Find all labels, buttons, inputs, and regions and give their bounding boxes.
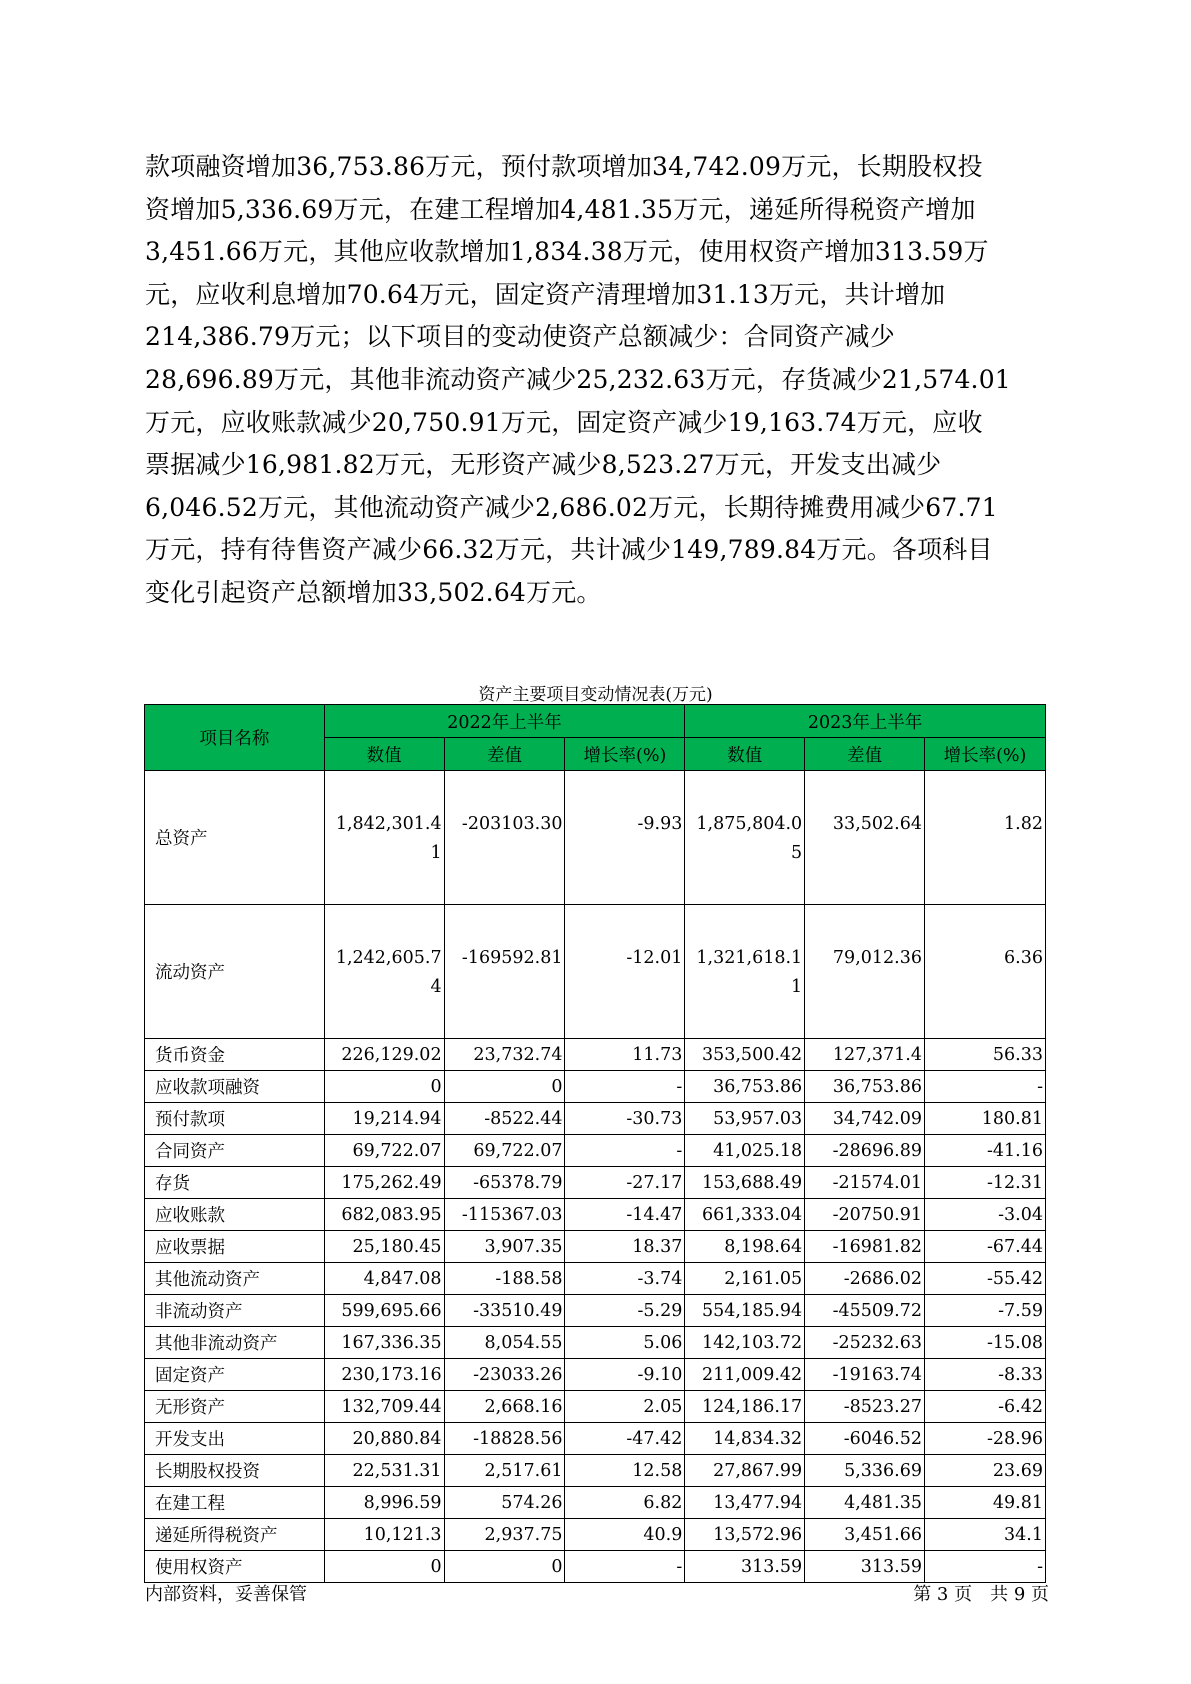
cell-diff-2023: -8523.27	[805, 1391, 925, 1423]
cell-diff-2022: -23033.26	[444, 1359, 565, 1391]
cell-rate-2023: -7.59	[925, 1295, 1046, 1327]
paragraph-line: 6,046.52万元，其他流动资产减少2,686.02万元，长期待摊费用减少67.71	[145, 492, 998, 522]
paragraph-line: 3,451.66万元，其他应收款增加1,834.38万元，使用权资产增加313.59万	[145, 237, 989, 267]
cell-rate-2022: 5.06	[565, 1327, 685, 1359]
cell-diff-2023: -16981.82	[805, 1231, 925, 1263]
cell-diff-2022: 8,054.55	[444, 1327, 565, 1359]
cell-value-2023: 153,688.49	[685, 1167, 805, 1199]
cell-value-2023: 1,321,618.11	[685, 905, 805, 1039]
cell-value-2023: 13,477.94	[685, 1487, 805, 1519]
cell-rate-2023: 49.81	[925, 1487, 1046, 1519]
cell-rate-2022: -27.17	[565, 1167, 685, 1199]
cell-diff-2023: -2686.02	[805, 1263, 925, 1295]
row-item-name: 长期股权投资	[145, 1455, 325, 1487]
table-row	[145, 1551, 1046, 1583]
cell-diff-2022: -115367.03	[444, 1199, 565, 1231]
cell-diff-2023: 36,753.86	[805, 1071, 925, 1103]
cell-diff-2023: 5,336.69	[805, 1455, 925, 1487]
table-caption: 资产主要项目变动情况表(万元)	[478, 685, 713, 705]
paragraph-line: 28,696.89万元，其他非流动资产减少25,232.63万元，存货减少21,574.01	[145, 364, 1011, 394]
table-row	[145, 1423, 1046, 1455]
cell-rate-2023: 6.36	[925, 905, 1046, 1039]
cell-value-2022: 0	[324, 1551, 444, 1583]
cell-value-2022: 19,214.94	[324, 1103, 444, 1135]
cell-value-2023: 13,572.96	[685, 1519, 805, 1551]
cell-diff-2022: -8522.44	[444, 1103, 565, 1135]
cell-rate-2023: -	[925, 1551, 1046, 1583]
row-item-name: 预付款项	[145, 1103, 325, 1135]
cell-diff-2023: 3,451.66	[805, 1519, 925, 1551]
cell-rate-2022: -30.73	[565, 1103, 685, 1135]
cell-diff-2022: 69,722.07	[444, 1135, 565, 1167]
row-item-name: 在建工程	[145, 1487, 325, 1519]
cell-rate-2023: 1.82	[925, 771, 1046, 905]
paragraph-line: 变化引起资产总额增加33,502.64万元。	[145, 577, 602, 607]
asset-change-table	[144, 704, 1046, 1583]
cell-rate-2023: -67.44	[925, 1231, 1046, 1263]
cell-rate-2022: 18.37	[565, 1231, 685, 1263]
cell-diff-2023: -6046.52	[805, 1423, 925, 1455]
cell-value-2023: 53,957.03	[685, 1103, 805, 1135]
row-item-name: 存货	[145, 1167, 325, 1199]
cell-value-2022: 10,121.3	[324, 1519, 444, 1551]
row-item-name: 应收账款	[145, 1199, 325, 1231]
header-value: 数值	[685, 738, 805, 771]
row-item-name: 货币资金	[145, 1039, 325, 1071]
row-item-name: 开发支出	[145, 1423, 325, 1455]
header-value: 数值	[324, 738, 444, 771]
cell-rate-2022: 2.05	[565, 1391, 685, 1423]
paragraph-line: 票据减少16,981.82万元，无形资产减少8,523.27万元，开发支出减少	[145, 450, 942, 480]
cell-rate-2022: -9.10	[565, 1359, 685, 1391]
row-item-name: 其他流动资产	[145, 1263, 325, 1295]
cell-rate-2023: -8.33	[925, 1359, 1046, 1391]
header-rate: 增长率(%)	[925, 738, 1046, 771]
cell-value-2022: 69,722.07	[324, 1135, 444, 1167]
cell-value-2022: 22,531.31	[324, 1455, 444, 1487]
table-row	[145, 1391, 1046, 1423]
paragraph-line: 资增加5,336.69万元，在建工程增加4,481.35万元，递延所得税资产增加	[145, 194, 976, 224]
cell-rate-2023: -3.04	[925, 1199, 1046, 1231]
cell-diff-2023: -28696.89	[805, 1135, 925, 1167]
cell-diff-2023: -25232.63	[805, 1327, 925, 1359]
cell-value-2023: 554,185.94	[685, 1295, 805, 1327]
cell-diff-2023: -45509.72	[805, 1295, 925, 1327]
paragraph-line: 214,386.79万元；以下项目的变动使资产总额减少：合同资产减少	[145, 322, 895, 352]
row-item-name: 应收款项融资	[145, 1071, 325, 1103]
cell-value-2022: 8,996.59	[324, 1487, 444, 1519]
header-period-2022: 2022年上半年	[324, 705, 685, 738]
table-row	[145, 1167, 1046, 1199]
table-row	[145, 1487, 1046, 1519]
cell-value-2023: 1,875,804.05	[685, 771, 805, 905]
cell-diff-2022: 3,907.35	[444, 1231, 565, 1263]
cell-rate-2023: -28.96	[925, 1423, 1046, 1455]
cell-value-2023: 661,333.04	[685, 1199, 805, 1231]
cell-value-2022: 1,842,301.41	[324, 771, 444, 905]
cell-diff-2022: 2,937.75	[444, 1519, 565, 1551]
cell-rate-2022: 40.9	[565, 1519, 685, 1551]
cell-diff-2023: 79,012.36	[805, 905, 925, 1039]
table-row	[145, 1071, 1046, 1103]
table-row	[145, 905, 1046, 1039]
table-row	[145, 1455, 1046, 1487]
cell-rate-2022: -	[565, 1135, 685, 1167]
cell-rate-2022: -12.01	[565, 905, 685, 1039]
cell-value-2023: 124,186.17	[685, 1391, 805, 1423]
paragraph-line: 万元，持有待售资产减少66.32万元，共计减少149,789.84万元。各项科目	[145, 535, 993, 565]
cell-diff-2022: 0	[444, 1551, 565, 1583]
cell-diff-2022: -169592.81	[444, 905, 565, 1039]
cell-rate-2022: 12.58	[565, 1455, 685, 1487]
table-row	[145, 1519, 1046, 1551]
cell-rate-2022: 6.82	[565, 1487, 685, 1519]
cell-diff-2022: -203103.30	[444, 771, 565, 905]
cell-value-2023: 36,753.86	[685, 1071, 805, 1103]
cell-value-2022: 0	[324, 1071, 444, 1103]
cell-diff-2023: -21574.01	[805, 1167, 925, 1199]
cell-value-2023: 211,009.42	[685, 1359, 805, 1391]
cell-diff-2023: 34,742.09	[805, 1103, 925, 1135]
cell-diff-2022: -188.58	[444, 1263, 565, 1295]
paragraph-line: 元，应收利息增加70.64万元，固定资产清理增加31.13万元，共计增加	[145, 279, 946, 309]
cell-value-2022: 4,847.08	[324, 1263, 444, 1295]
cell-rate-2022: -	[565, 1071, 685, 1103]
cell-value-2023: 2,161.05	[685, 1263, 805, 1295]
cell-rate-2022: -5.29	[565, 1295, 685, 1327]
cell-diff-2023: 33,502.64	[805, 771, 925, 905]
cell-diff-2023: 127,371.4	[805, 1039, 925, 1071]
cell-diff-2023: 4,481.35	[805, 1487, 925, 1519]
row-item-name: 非流动资产	[145, 1295, 325, 1327]
cell-value-2022: 230,173.16	[324, 1359, 444, 1391]
table-row	[145, 1295, 1046, 1327]
paragraph-line: 款项融资增加36,753.86万元，预付款项增加34,742.09万元，长期股权投	[145, 152, 983, 181]
cell-rate-2022: -3.74	[565, 1263, 685, 1295]
cell-rate-2022: -47.42	[565, 1423, 685, 1455]
cell-diff-2022: 2,668.16	[444, 1391, 565, 1423]
table-row	[145, 1135, 1046, 1167]
cell-value-2023: 353,500.42	[685, 1039, 805, 1071]
table-row	[145, 1231, 1046, 1263]
cell-value-2022: 25,180.45	[324, 1231, 444, 1263]
table-row	[145, 1103, 1046, 1135]
cell-value-2022: 226,129.02	[324, 1039, 444, 1071]
cell-value-2023: 142,103.72	[685, 1327, 805, 1359]
table-row	[145, 771, 1046, 905]
cell-rate-2023: 23.69	[925, 1455, 1046, 1487]
cell-rate-2023: 34.1	[925, 1519, 1046, 1551]
table-row	[145, 1359, 1046, 1391]
cell-rate-2023: -6.42	[925, 1391, 1046, 1423]
cell-rate-2023: -55.42	[925, 1263, 1046, 1295]
cell-diff-2023: -19163.74	[805, 1359, 925, 1391]
cell-rate-2023: 56.33	[925, 1039, 1046, 1071]
header-period-2023: 2023年上半年	[685, 705, 1046, 738]
cell-rate-2023: -41.16	[925, 1135, 1046, 1167]
cell-rate-2022: 11.73	[565, 1039, 685, 1071]
cell-value-2022: 132,709.44	[324, 1391, 444, 1423]
cell-value-2023: 313.59	[685, 1551, 805, 1583]
cell-value-2022: 1,242,605.74	[324, 905, 444, 1039]
cell-value-2022: 682,083.95	[324, 1199, 444, 1231]
cell-diff-2022: -18828.56	[444, 1423, 565, 1455]
footer-confidential-note: 内部资料，妥善保管	[145, 1584, 307, 1605]
footer-page-number: 第 3 页 共 9 页	[913, 1584, 1049, 1605]
cell-value-2022: 175,262.49	[324, 1167, 444, 1199]
cell-diff-2022: 2,517.61	[444, 1455, 565, 1487]
cell-value-2022: 167,336.35	[324, 1327, 444, 1359]
row-item-name: 应收票据	[145, 1231, 325, 1263]
cell-diff-2022: 0	[444, 1071, 565, 1103]
cell-diff-2022: -33510.49	[444, 1295, 565, 1327]
header-diff: 差值	[805, 738, 925, 771]
header-item-name: 项目名称	[145, 705, 325, 771]
table-row	[145, 1039, 1046, 1071]
row-item-name: 固定资产	[145, 1359, 325, 1391]
cell-diff-2022: 574.26	[444, 1487, 565, 1519]
row-item-name: 总资产	[145, 771, 325, 905]
table-row	[145, 1199, 1046, 1231]
table-row	[145, 1263, 1046, 1295]
cell-rate-2022: -9.93	[565, 771, 685, 905]
cell-value-2023: 41,025.18	[685, 1135, 805, 1167]
header-diff: 差值	[444, 738, 565, 771]
row-item-name: 使用权资产	[145, 1551, 325, 1583]
row-item-name: 合同资产	[145, 1135, 325, 1167]
cell-value-2022: 599,695.66	[324, 1295, 444, 1327]
row-item-name: 其他非流动资产	[145, 1327, 325, 1359]
row-item-name: 递延所得税资产	[145, 1519, 325, 1551]
header-rate: 增长率(%)	[565, 738, 685, 771]
cell-value-2023: 27,867.99	[685, 1455, 805, 1487]
cell-value-2023: 8,198.64	[685, 1231, 805, 1263]
cell-rate-2022: -	[565, 1551, 685, 1583]
cell-rate-2023: 180.81	[925, 1103, 1046, 1135]
row-item-name: 无形资产	[145, 1391, 325, 1423]
cell-value-2022: 20,880.84	[324, 1423, 444, 1455]
paragraph-line: 万元，应收账款减少20,750.91万元，固定资产减少19,163.74万元，应收	[145, 407, 983, 437]
body-paragraph	[145, 146, 1045, 615]
cell-rate-2023: -	[925, 1071, 1046, 1103]
cell-rate-2022: -14.47	[565, 1199, 685, 1231]
table-row	[145, 1327, 1046, 1359]
cell-rate-2023: -12.31	[925, 1167, 1046, 1199]
cell-diff-2022: 23,732.74	[444, 1039, 565, 1071]
cell-diff-2022: -65378.79	[444, 1167, 565, 1199]
cell-diff-2023: 313.59	[805, 1551, 925, 1583]
cell-value-2023: 14,834.32	[685, 1423, 805, 1455]
row-item-name: 流动资产	[145, 905, 325, 1039]
cell-rate-2023: -15.08	[925, 1327, 1046, 1359]
cell-diff-2023: -20750.91	[805, 1199, 925, 1231]
